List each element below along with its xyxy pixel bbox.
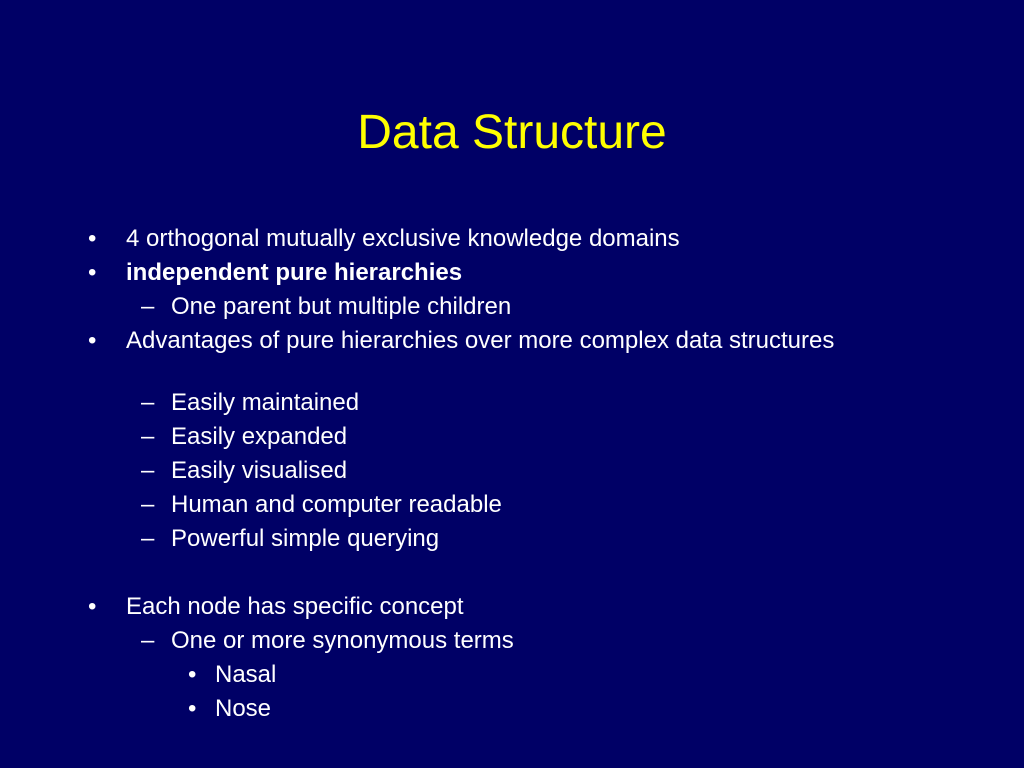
dash-marker: – [141,525,155,552]
dash-marker: – [141,627,155,654]
sub-bullet-text: One parent but multiple children [171,293,512,320]
bullet-item [88,327,848,383]
sub-bullet-text: Easily visualised [171,457,348,484]
sub-sub-bullet-text: Nose [215,695,272,722]
bullet-text: Each node has specific concept [126,593,464,620]
bullet-text: Advantages of pure hierarchies over more complex data structures [126,327,835,354]
sub-bullet-text: Powerful simple querying [171,525,440,552]
dash-marker: – [141,457,155,484]
sub-bullet-text: Human and computer readable [171,491,502,518]
dash-marker: – [141,491,155,518]
bullet-text: 4 orthogonal mutually exclusive knowledge domains [126,225,680,252]
bullet-marker: • [88,225,97,252]
bullet-text: independent pure hierarchies [126,259,463,286]
bullet-marker: • [188,695,197,722]
dash-marker: – [141,389,155,416]
dash-marker: – [141,293,155,320]
bullet-marker: • [88,259,97,286]
slide-title: Data Structure [357,106,667,159]
sub-bullet-text: Easily maintained [171,389,360,416]
bullet-marker: • [188,661,197,688]
bullet-marker: • [88,327,97,354]
sub-bullet-text: One or more synonymous terms [171,627,514,654]
dash-marker: – [141,423,155,450]
bullet-marker: • [88,593,97,620]
sub-bullet-text: Easily expanded [171,423,348,450]
sub-sub-bullet-text: Nasal [215,661,277,688]
